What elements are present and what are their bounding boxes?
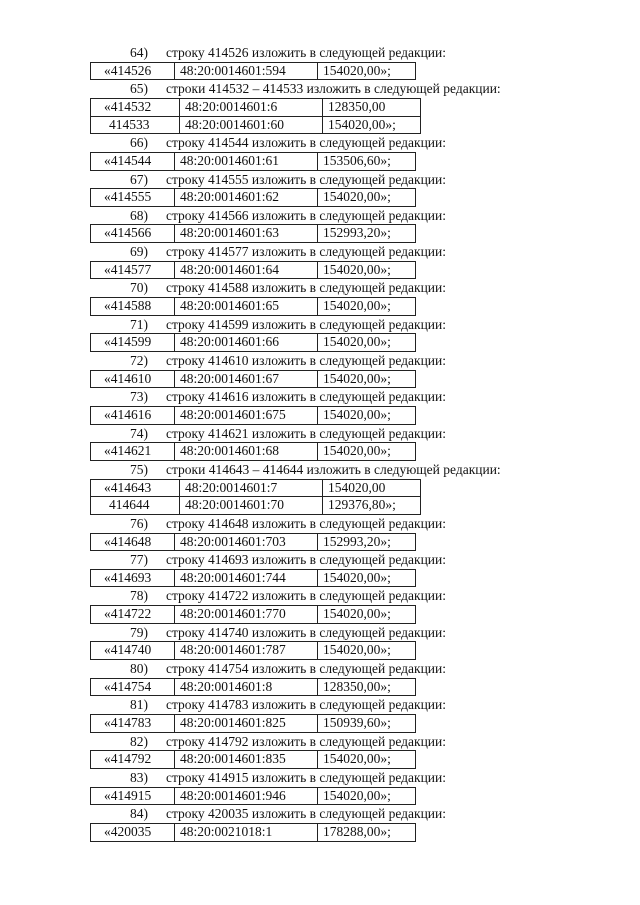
item-number: 72) [130, 353, 148, 369]
value-cell: 154020,00»; [318, 62, 416, 80]
amendment-table [90, 188, 416, 207]
amendment-instruction [0, 207, 640, 225]
cadastral-number-cell: 48:20:0014601:66 [175, 334, 318, 352]
instruction-text: строки 414643 – 414644 изложить в следующей редакции: [166, 461, 501, 477]
item-number: 79) [130, 624, 148, 640]
item-number: 75) [130, 461, 148, 477]
value-cell: 128350,00»; [318, 678, 416, 696]
value-cell: 178288,00»; [318, 823, 416, 841]
item-number: 80) [130, 661, 148, 677]
cadastral-number-cell: 48:20:0014601:68 [175, 443, 318, 461]
table-row [91, 334, 416, 352]
cadastral-number-cell: 48:20:0014601:675 [175, 406, 318, 424]
item-number: 84) [130, 806, 148, 822]
amendment-instruction [0, 279, 640, 297]
value-cell: 154020,00»; [318, 406, 416, 424]
amendment-table [90, 370, 416, 389]
amendment-table [90, 333, 416, 352]
instruction-text: строку 414588 изложить в следующей редакции: [166, 280, 447, 296]
instruction-text: строку 414610 изложить в следующей редакции: [166, 353, 447, 369]
item-number: 68) [130, 207, 148, 223]
instruction-text: строку 420035 изложить в следующей редакции: [166, 806, 447, 822]
row-number-cell: «414754 [91, 678, 175, 696]
amendment-instruction [0, 551, 640, 569]
item-number: 78) [130, 588, 148, 604]
table-row [91, 479, 421, 497]
row-number-cell: «414577 [91, 261, 175, 279]
table-row [91, 225, 416, 243]
value-cell: 154020,00»; [318, 334, 416, 352]
instruction-text: строку 414621 изложить в следующей редакции: [166, 425, 447, 441]
instruction-text: строку 414599 изложить в следующей редакции: [166, 316, 447, 332]
cadastral-number-cell: 48:20:0014601:8 [175, 678, 318, 696]
value-cell: 154020,00»; [318, 261, 416, 279]
table-row [91, 116, 421, 134]
row-number-cell: «414616 [91, 406, 175, 424]
row-number-cell: «414648 [91, 533, 175, 551]
value-cell: 154020,00»; [318, 642, 416, 660]
amendment-table [90, 152, 416, 171]
amendment-instruction [0, 425, 640, 443]
cadastral-number-cell: 48:20:0014601:62 [175, 189, 318, 207]
table-row [91, 787, 416, 805]
value-cell: 154020,00 [323, 479, 421, 497]
value-cell: 154020,00»; [323, 116, 421, 134]
instruction-text: строку 414616 изложить в следующей редакции: [166, 389, 447, 405]
instruction-text: строки 414532 – 414533 изложить в следующей редакции: [166, 81, 501, 97]
table-row [91, 261, 416, 279]
amendment-instruction [0, 805, 640, 823]
amendment-table [90, 442, 416, 461]
cadastral-number-cell: 48:20:0014601:825 [175, 715, 318, 733]
amendment-instruction [0, 134, 640, 152]
item-number: 81) [130, 697, 148, 713]
instruction-text: строку 414544 изложить в следующей редакции: [166, 135, 447, 151]
row-number-cell: «414643 [91, 479, 180, 497]
table-row [91, 533, 416, 551]
row-number-cell: «414693 [91, 569, 175, 587]
table-row [91, 443, 416, 461]
item-number: 73) [130, 389, 148, 405]
row-number-cell: «414544 [91, 152, 175, 170]
cadastral-number-cell: 48:20:0014601:7 [180, 479, 323, 497]
instruction-text: строку 414577 изложить в следующей редакции: [166, 244, 447, 260]
row-number-cell: «420035 [91, 823, 175, 841]
amendment-table [90, 569, 416, 588]
value-cell: 154020,00»; [318, 298, 416, 316]
amendment-table [90, 479, 421, 515]
table-row [91, 298, 416, 316]
amendment-instruction [0, 696, 640, 714]
row-number-cell: «414526 [91, 62, 175, 80]
amendment-instruction [0, 44, 640, 62]
row-number-cell: 414533 [91, 116, 180, 134]
cadastral-number-cell: 48:20:0014601:65 [175, 298, 318, 316]
value-cell: 154020,00»; [318, 569, 416, 587]
cadastral-number-cell: 48:20:0014601:744 [175, 569, 318, 587]
item-number: 76) [130, 515, 148, 531]
amendment-table [90, 98, 421, 134]
instruction-text: строку 414693 изложить в следующей редакции: [166, 552, 447, 568]
instruction-text: строку 414754 изложить в следующей редакции: [166, 661, 447, 677]
value-cell: 154020,00»; [318, 606, 416, 624]
amendment-instruction [0, 461, 640, 479]
value-cell: 153506,60»; [318, 152, 416, 170]
cadastral-number-cell: 48:20:0014601:61 [175, 152, 318, 170]
row-number-cell: «414792 [91, 751, 175, 769]
value-cell: 154020,00»; [318, 189, 416, 207]
amendment-table [90, 605, 416, 624]
value-cell: 154020,00»; [318, 787, 416, 805]
item-number: 70) [130, 280, 148, 296]
amendment-instruction [0, 243, 640, 261]
instruction-text: строку 414566 изложить в следующей редакции: [166, 207, 447, 223]
row-number-cell: «414621 [91, 443, 175, 461]
cadastral-number-cell: 48:20:0014601:63 [175, 225, 318, 243]
instruction-text: строку 414915 изложить в следующей редакции: [166, 769, 447, 785]
value-cell: 152993,20»; [318, 533, 416, 551]
amendment-table [90, 823, 416, 842]
amendment-table [90, 406, 416, 425]
row-number-cell: «414915 [91, 787, 175, 805]
item-number: 82) [130, 733, 148, 749]
cadastral-number-cell: 48:20:0014601:703 [175, 533, 318, 551]
amendment-instruction [0, 769, 640, 787]
amendment-instruction [0, 171, 640, 189]
table-row [91, 497, 421, 515]
instruction-text: строку 414648 изложить в следующей редакции: [166, 515, 447, 531]
item-number: 69) [130, 244, 148, 260]
amendment-instruction [0, 388, 640, 406]
item-number: 67) [130, 171, 148, 187]
amendment-instruction [0, 733, 640, 751]
amendment-instruction [0, 515, 640, 533]
amendment-table [90, 62, 416, 81]
amendment-table [90, 533, 416, 552]
document-page [0, 44, 640, 842]
row-number-cell: «414610 [91, 370, 175, 388]
item-number: 66) [130, 135, 148, 151]
table-row [91, 569, 416, 587]
amendment-table [90, 224, 416, 243]
row-number-cell: «414588 [91, 298, 175, 316]
table-row [91, 370, 416, 388]
cadastral-number-cell: 48:20:0014601:60 [180, 116, 323, 134]
value-cell: 128350,00 [323, 98, 421, 116]
cadastral-number-cell: 48:20:0014601:64 [175, 261, 318, 279]
row-number-cell: «414555 [91, 189, 175, 207]
amendment-table [90, 261, 416, 280]
cadastral-number-cell: 48:20:0014601:787 [175, 642, 318, 660]
instruction-text: строку 414555 изложить в следующей редакции: [166, 171, 447, 187]
item-number: 64) [130, 45, 148, 60]
amendment-instruction [0, 624, 640, 642]
row-number-cell: «414783 [91, 715, 175, 733]
amendment-table [90, 714, 416, 733]
table-row [91, 715, 416, 733]
instruction-text: строку 414783 изложить в следующей редакции: [166, 697, 447, 713]
value-cell: 152993,20»; [318, 225, 416, 243]
row-number-cell: «414599 [91, 334, 175, 352]
table-row [91, 98, 421, 116]
row-number-cell: «414566 [91, 225, 175, 243]
cadastral-number-cell: 48:20:0014601:6 [180, 98, 323, 116]
table-row [91, 152, 416, 170]
cadastral-number-cell: 48:20:0014601:594 [175, 62, 318, 80]
table-row [91, 823, 416, 841]
item-number: 74) [130, 425, 148, 441]
amendment-instruction [0, 660, 640, 678]
amendment-instruction [0, 352, 640, 370]
item-number: 65) [130, 81, 148, 97]
table-row [91, 678, 416, 696]
table-row [91, 751, 416, 769]
table-row [91, 642, 416, 660]
value-cell: 129376,80»; [323, 497, 421, 515]
instruction-text: строку 414722 изложить в следующей редакции: [166, 588, 447, 604]
instruction-text: строку 414792 изложить в следующей редакции: [166, 733, 447, 749]
amendment-table [90, 297, 416, 316]
instruction-text: строку 414740 изложить в следующей редакции: [166, 624, 447, 640]
table-row [91, 62, 416, 80]
item-number: 71) [130, 316, 148, 332]
table-row [91, 189, 416, 207]
value-cell: 154020,00»; [318, 443, 416, 461]
value-cell: 154020,00»; [318, 751, 416, 769]
value-cell: 150939,60»; [318, 715, 416, 733]
item-number: 83) [130, 769, 148, 785]
row-number-cell: 414644 [91, 497, 180, 515]
amendment-table [90, 787, 416, 806]
cadastral-number-cell: 48:20:0014601:770 [175, 606, 318, 624]
amendment-table [90, 641, 416, 660]
cadastral-number-cell: 48:20:0014601:835 [175, 751, 318, 769]
amendment-instruction [0, 316, 640, 334]
cadastral-number-cell: 48:20:0014601:70 [180, 497, 323, 515]
value-cell: 154020,00»; [318, 370, 416, 388]
row-number-cell: «414740 [91, 642, 175, 660]
amendment-instruction [0, 80, 640, 98]
table-row [91, 406, 416, 424]
amendment-table [90, 750, 416, 769]
amendment-table [90, 678, 416, 697]
instruction-text: строку 414526 изложить в следующей редакции: [166, 45, 447, 60]
row-number-cell: «414722 [91, 606, 175, 624]
item-number: 77) [130, 552, 148, 568]
cadastral-number-cell: 48:20:0021018:1 [175, 823, 318, 841]
table-row [91, 606, 416, 624]
amendment-instruction [0, 587, 640, 605]
cadastral-number-cell: 48:20:0014601:946 [175, 787, 318, 805]
cadastral-number-cell: 48:20:0014601:67 [175, 370, 318, 388]
row-number-cell: «414532 [91, 98, 180, 116]
